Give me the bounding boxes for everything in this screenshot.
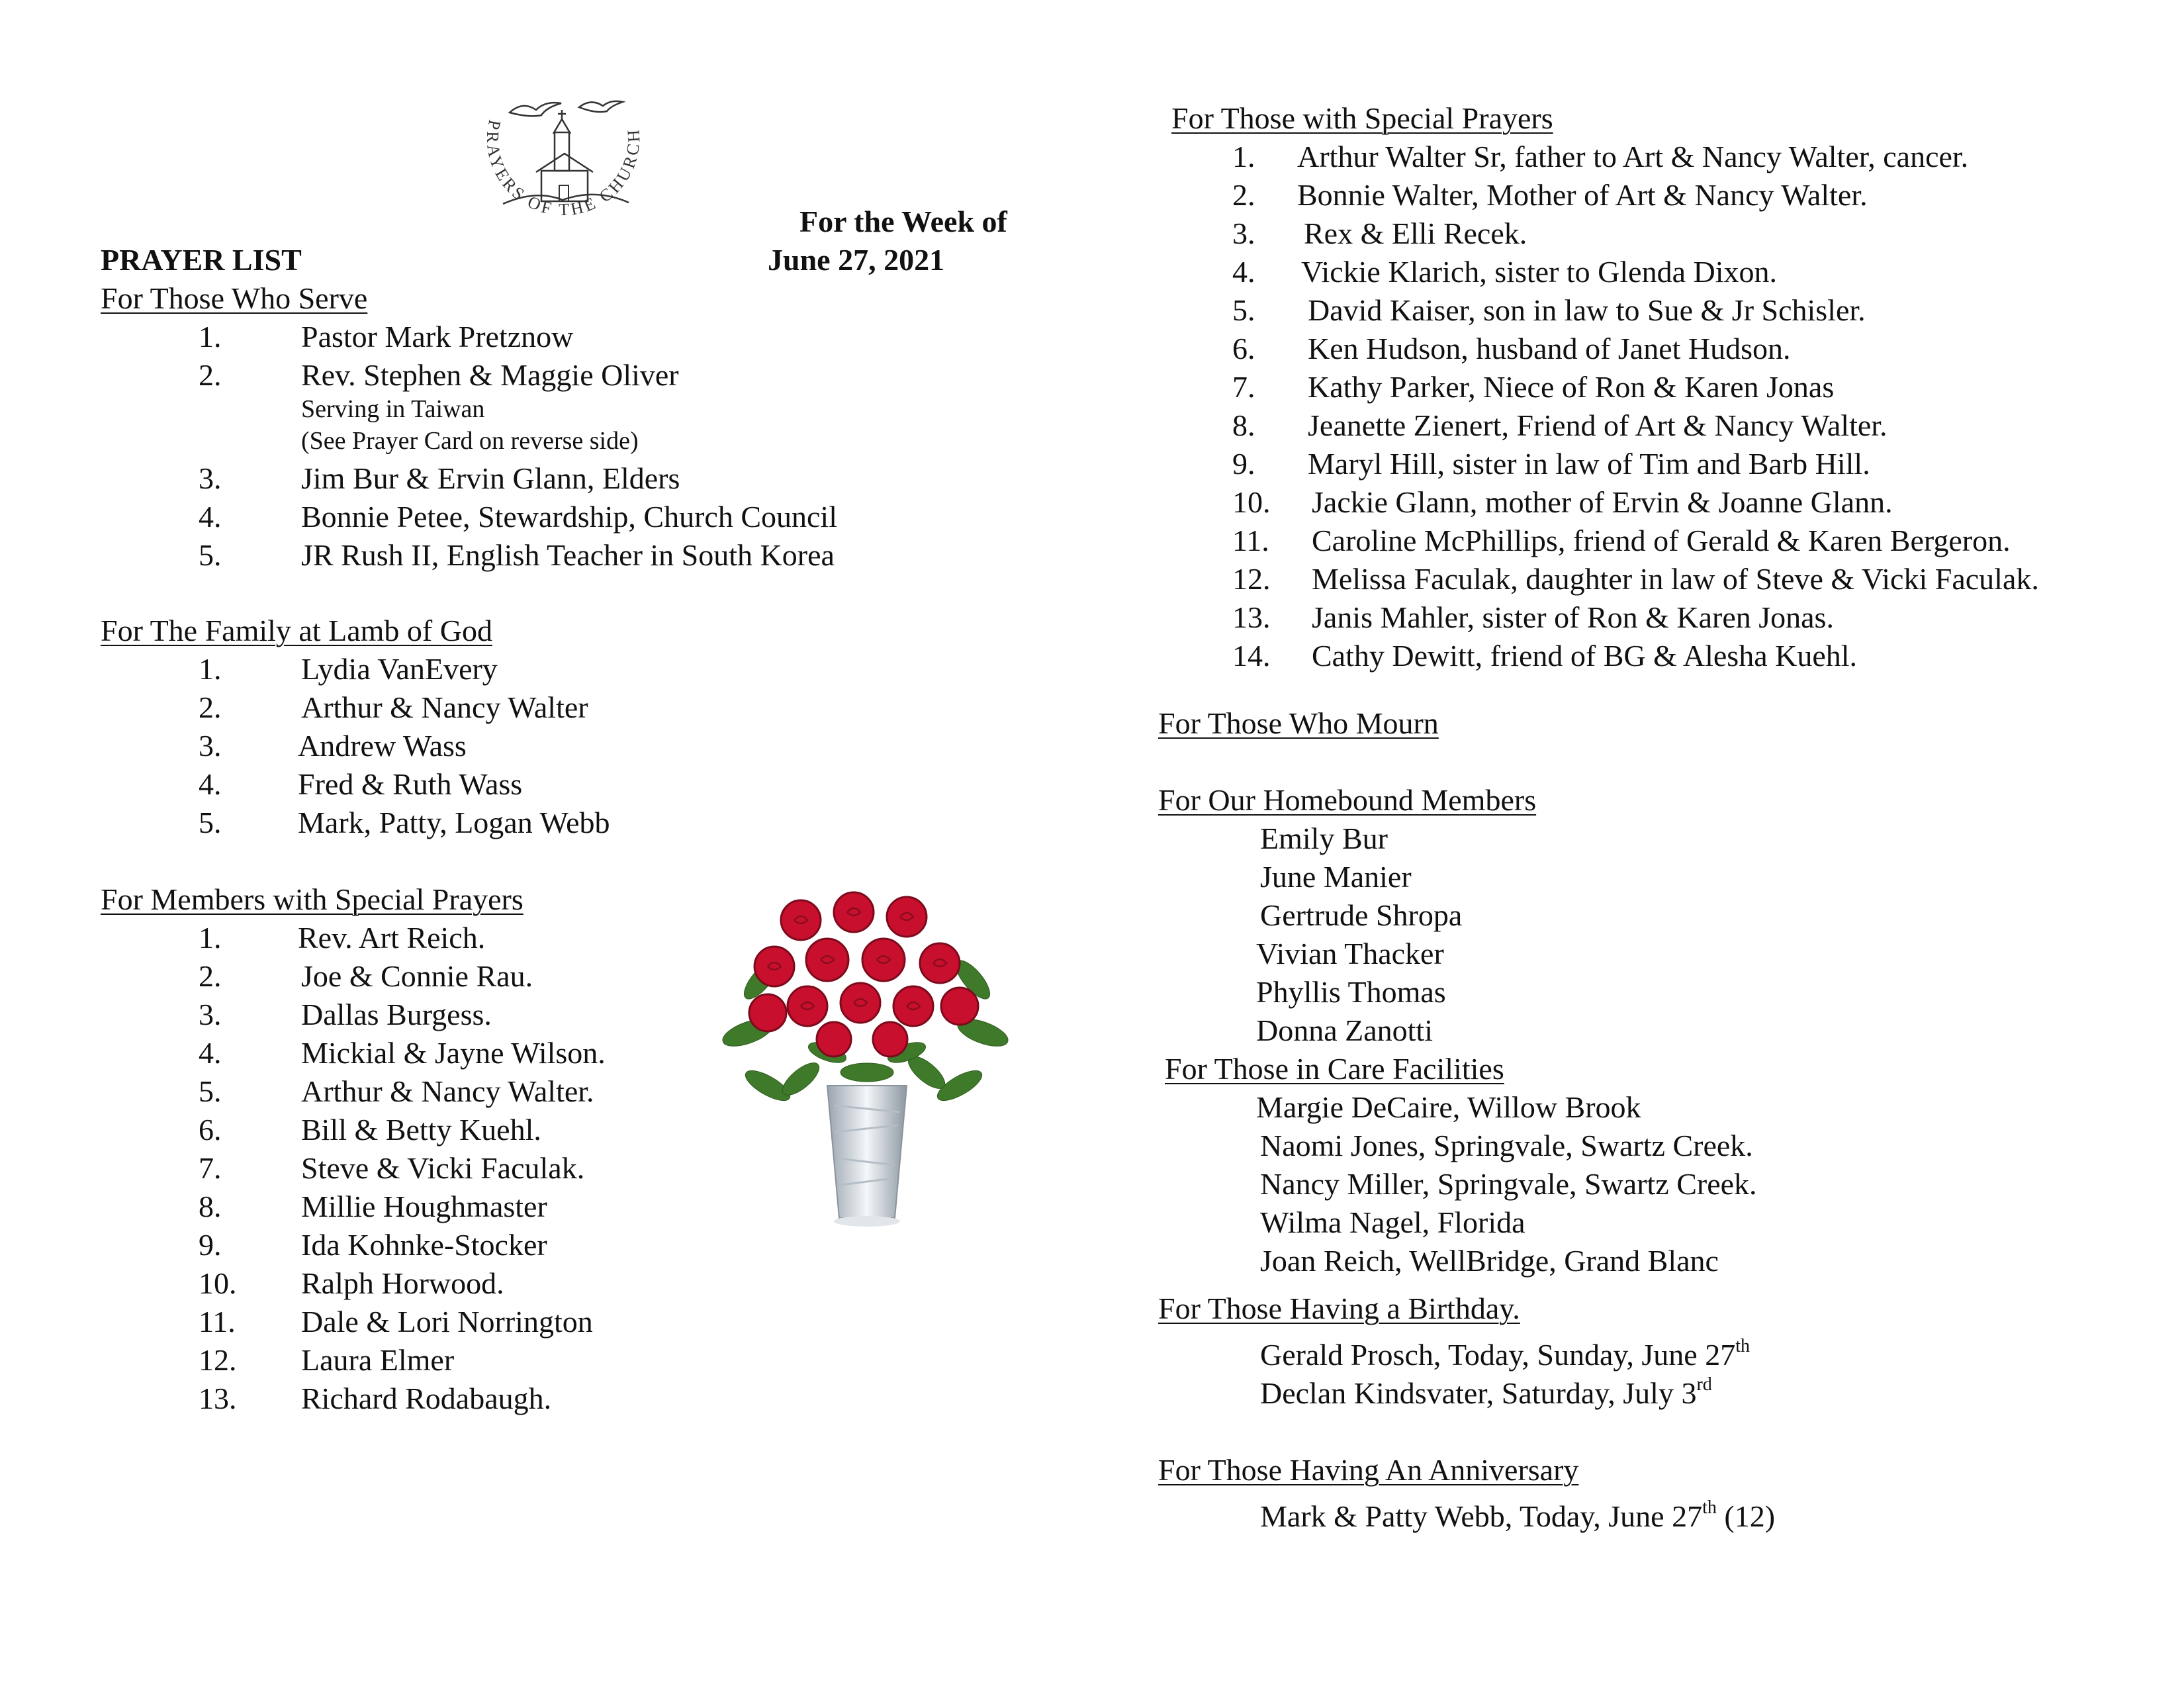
list-item: Vickie Klarich, sister to Glenda Dixon. xyxy=(1301,255,1777,289)
list-number: 5. xyxy=(199,538,222,572)
list-item: Arthur & Nancy Walter. xyxy=(301,1074,594,1108)
logo-text: PRAYERS OF THE CHURCH xyxy=(482,118,644,220)
list-item: Steve & Vicki Faculak. xyxy=(301,1151,585,1185)
mourn-heading: For Those Who Mourn xyxy=(1158,706,1439,740)
list-number: 4. xyxy=(1232,255,1255,289)
list-item: Mickial & Jayne Wilson. xyxy=(301,1036,606,1070)
list-item: Bill & Betty Kuehl. xyxy=(301,1113,541,1147)
list-number: 10. xyxy=(1232,485,1271,519)
list-number: 12. xyxy=(1232,562,1271,596)
list-number: 4. xyxy=(199,500,222,534)
list-item: Wilma Nagel, Florida xyxy=(1260,1205,1525,1239)
list-item: Laura Elmer xyxy=(301,1343,455,1377)
list-item: Jim Bur & Ervin Glann, Elders xyxy=(301,461,680,495)
list-number: 11. xyxy=(1232,524,1269,557)
list-number: 3. xyxy=(199,998,222,1031)
list-number: 3. xyxy=(1232,216,1255,250)
list-item: Naomi Jones, Springvale, Swartz Creek. xyxy=(1260,1129,1753,1162)
list-item: Janis Mahler, sister of Ron & Karen Jonas. xyxy=(1312,600,1834,634)
list-number: 9. xyxy=(199,1228,222,1262)
list-item: Andrew Wass xyxy=(298,729,467,763)
anniversary-heading: For Those Having An Anniversary xyxy=(1158,1453,1579,1487)
list-number: 2. xyxy=(199,959,222,993)
list-item: Jackie Glann, mother of Ervin & Joanne Glann. xyxy=(1312,485,1893,519)
list-number: 7. xyxy=(199,1151,222,1185)
list-item: Melissa Faculak, daughter in law of Steve & Vicki Faculak. xyxy=(1312,562,2039,596)
list-item: Millie Houghmaster xyxy=(301,1190,547,1223)
list-number: 1. xyxy=(199,652,222,686)
list-number: 5. xyxy=(199,806,222,839)
list-item: Donna Zanotti xyxy=(1256,1013,1433,1047)
list-item: Bonnie Petee, Stewardship, Church Council xyxy=(301,500,837,534)
list-item: Vivian Thacker xyxy=(1256,937,1444,970)
list-number: 1. xyxy=(199,921,222,955)
list-item: Bonnie Walter, Mother of Art & Nancy Walter. xyxy=(1297,178,1868,212)
list-item: Ida Kohnke-Stocker xyxy=(301,1228,547,1262)
list-item: Rex & Elli Recek. xyxy=(1304,216,1527,250)
special-heading: For Those with Special Prayers xyxy=(1171,101,1553,135)
roses-vase-image xyxy=(721,887,1013,1231)
list-item: Phyllis Thomas xyxy=(1256,975,1446,1009)
list-number: 9. xyxy=(1232,447,1255,481)
list-item: Rev. Stephen & Maggie Oliver xyxy=(301,358,679,392)
list-item: Jeanette Zienert, Friend of Art & Nancy Walter. xyxy=(1308,408,1888,442)
list-item: Declan Kindsvater, Saturday, July 3rd xyxy=(1260,1374,1712,1410)
list-item: Caroline McPhillips, friend of Gerald & Karen Bergeron. xyxy=(1312,524,2011,557)
list-item: Emily Bur xyxy=(1260,821,1388,855)
list-number: 6. xyxy=(199,1113,222,1147)
list-number: 7. xyxy=(1232,370,1255,404)
list-item: June Manier xyxy=(1260,860,1412,894)
list-number: 12. xyxy=(199,1343,237,1377)
list-item: Richard Rodabaugh. xyxy=(301,1382,552,1415)
list-item: Rev. Art Reich. xyxy=(298,921,486,955)
list-number: 4. xyxy=(199,767,222,801)
list-item: Mark, Patty, Logan Webb xyxy=(298,806,610,839)
serve-heading: For Those Who Serve xyxy=(101,281,368,315)
list-number: 14. xyxy=(1232,639,1271,673)
list-item: Dallas Burgess. xyxy=(301,998,492,1031)
list-item: Pastor Mark Pretznow xyxy=(301,320,574,353)
list-number: 2. xyxy=(199,690,222,724)
birthday-heading: For Those Having a Birthday. xyxy=(1158,1291,1520,1325)
list-number: 1. xyxy=(1232,140,1255,173)
list-item: Arthur Walter Sr, father to Art & Nancy Walter, cancer. xyxy=(1297,140,1969,173)
list-item: Mark & Patty Webb, Today, June 27th (12) xyxy=(1260,1497,1776,1533)
list-number: 10. xyxy=(199,1266,237,1300)
list-number: 3. xyxy=(199,729,222,763)
list-item: Cathy Dewitt, friend of BG & Alesha Kuehl. xyxy=(1312,639,1858,673)
week-date: June 27, 2021 xyxy=(768,243,945,277)
list-item: Fred & Ruth Wass xyxy=(298,767,523,801)
list-item: Ken Hudson, husband of Janet Hudson. xyxy=(1308,332,1791,365)
list-number: 8. xyxy=(199,1190,222,1223)
list-item: Joe & Connie Rau. xyxy=(301,959,533,993)
page-title: PRAYER LIST xyxy=(101,243,302,277)
list-number: 3. xyxy=(199,461,222,495)
list-number: 4. xyxy=(199,1036,222,1070)
members-heading: For Members with Special Prayers xyxy=(101,882,523,916)
list-item: David Kaiser, son in law to Sue & Jr Schisler. xyxy=(1308,293,1866,327)
list-item: JR Rush II, English Teacher in South Korea xyxy=(301,538,835,572)
list-number: 8. xyxy=(1232,408,1255,442)
family-heading: For The Family at Lamb of God xyxy=(101,614,492,647)
care-heading: For Those in Care Facilities xyxy=(1165,1052,1504,1086)
prayers-of-the-church-logo xyxy=(463,93,662,238)
list-number: 6. xyxy=(1232,332,1255,365)
list-number: 5. xyxy=(1232,293,1255,327)
homebound-heading: For Our Homebound Members xyxy=(1158,783,1537,817)
list-item: Gertrude Shropa xyxy=(1260,898,1463,932)
list-number: 13. xyxy=(199,1382,237,1415)
list-item: Kathy Parker, Niece of Ron & Karen Jonas xyxy=(1308,370,1835,404)
list-item: Dale & Lori Norrington xyxy=(301,1305,593,1338)
list-item: Margie DeCaire, Willow Brook xyxy=(1256,1090,1641,1124)
week-label: For the Week of xyxy=(799,205,1007,238)
list-item: Nancy Miller, Springvale, Swartz Creek. xyxy=(1260,1167,1757,1201)
list-item: Maryl Hill, sister in law of Tim and Barb Hill. xyxy=(1308,447,1870,481)
list-number: 5. xyxy=(199,1074,222,1108)
serve-note: Serving in Taiwan xyxy=(301,395,485,423)
list-number: 1. xyxy=(199,320,222,353)
list-item: Ralph Horwood. xyxy=(301,1266,504,1300)
list-number: 13. xyxy=(1232,600,1271,634)
list-item: Joan Reich, WellBridge, Grand Blanc xyxy=(1260,1244,1719,1278)
list-number: 2. xyxy=(199,358,222,392)
list-number: 11. xyxy=(199,1305,236,1338)
list-item: Lydia VanEvery xyxy=(301,652,498,686)
list-item: Arthur & Nancy Walter xyxy=(301,690,588,724)
list-number: 2. xyxy=(1232,178,1255,212)
serve-note: (See Prayer Card on reverse side) xyxy=(301,427,639,455)
list-item: Gerald Prosch, Today, Sunday, June 27th xyxy=(1260,1335,1750,1372)
